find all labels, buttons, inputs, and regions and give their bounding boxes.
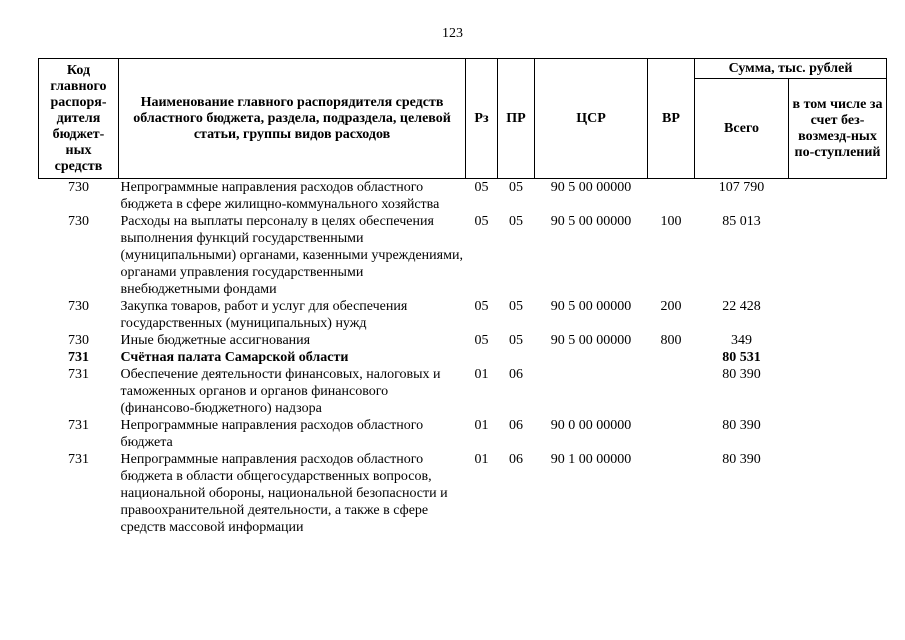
- table-row: [39, 332, 887, 349]
- page-number: 123: [442, 26, 463, 41]
- cell-total: 80 390: [722, 418, 761, 433]
- cell-code: 730: [68, 299, 89, 314]
- cell-pr: 06: [509, 452, 523, 467]
- cell-code: 731: [68, 350, 89, 365]
- cell-pr: 05: [509, 214, 523, 229]
- cell-csr: 90 1 00 00000: [550, 452, 632, 467]
- cell-name: Непрограммные направления расходов областного бюджета в области общегосударственных вопросов, национальной обороны, национальной безопасности и правоохранительной деятельности, а также в сфере средств массовой информации: [120, 452, 448, 535]
- cell-total: 349: [731, 333, 752, 348]
- cell-vr: 800: [660, 333, 682, 348]
- header-name: Наименование главного распорядителя средств областного бюджета, раздела, подраздела, целевой статьи, группы видов расходов: [119, 59, 466, 179]
- cell-gratuitous: [789, 179, 887, 214]
- cell-gratuitous: [789, 366, 887, 417]
- table-row: [39, 451, 887, 536]
- cell-rz: [466, 349, 498, 366]
- cell-total: 22 428: [722, 299, 761, 314]
- cell-rz: 05: [474, 180, 489, 195]
- cell-pr: 06: [509, 367, 523, 382]
- table-row: [39, 366, 887, 417]
- cell-rz: 01: [474, 418, 489, 433]
- cell-vr: [648, 349, 695, 366]
- cell-gratuitous: [789, 213, 887, 298]
- cell-vr: 200: [660, 299, 682, 314]
- cell-vr: [648, 366, 695, 417]
- cell-csr: [535, 349, 648, 366]
- cell-csr: 90 5 00 00000: [550, 214, 632, 229]
- cell-gratuitous: [789, 349, 887, 366]
- cell-gratuitous: [789, 451, 887, 536]
- cell-name: Счётная палата Самарской области: [120, 350, 349, 365]
- cell-code: 731: [68, 418, 89, 433]
- cell-gratuitous: [789, 298, 887, 332]
- cell-code: 730: [68, 333, 89, 348]
- table-header: [39, 59, 887, 179]
- header-vr: ВР: [648, 59, 695, 179]
- header-pr: ПР: [498, 59, 535, 179]
- budget-table: [38, 58, 887, 536]
- cell-csr: 90 5 00 00000: [550, 180, 632, 195]
- cell-gratuitous: [789, 417, 887, 451]
- cell-csr: 90 5 00 00000: [550, 299, 632, 314]
- cell-code: 731: [68, 452, 89, 467]
- table-row: [39, 349, 887, 366]
- cell-pr: 05: [509, 333, 523, 348]
- cell-total: 107 790: [718, 180, 765, 195]
- cell-pr: 06: [509, 418, 523, 433]
- cell-name: Расходы на выплаты персоналу в целях обеспечения выполнения функций государственными (муниципальными) органами, казенными учреждениями, органами управления государственными внебюджетными фондами: [120, 214, 463, 297]
- cell-total: 80 531: [722, 350, 761, 365]
- cell-vr: [648, 179, 695, 214]
- cell-rz: 01: [474, 452, 489, 467]
- cell-rz: 05: [474, 214, 489, 229]
- cell-name: Закупка товаров, работ и услуг для обеспечения государственных (муниципальных) нужд: [120, 299, 408, 331]
- cell-total: 85 013: [722, 214, 761, 229]
- table-row: [39, 213, 887, 298]
- header-csr: ЦСР: [535, 59, 648, 179]
- cell-csr: [535, 366, 648, 417]
- cell-csr: 90 5 00 00000: [550, 333, 632, 348]
- cell-rz: 05: [474, 299, 489, 314]
- cell-name: Непрограммные направления расходов областного бюджета: [120, 418, 424, 450]
- cell-code: 730: [68, 180, 89, 195]
- table-row: [39, 417, 887, 451]
- cell-total: 80 390: [722, 452, 761, 467]
- cell-name: Непрограммные направления расходов областного бюджета в сфере жилищно-коммунального хозяйства: [120, 180, 440, 212]
- cell-vr: [648, 451, 695, 536]
- cell-pr: [498, 349, 535, 366]
- header-total: Всего: [695, 79, 789, 179]
- cell-pr: 05: [509, 299, 523, 314]
- header-rz: Рз: [466, 59, 498, 179]
- cell-name: Иные бюджетные ассигнования: [120, 333, 311, 348]
- cell-name: Обеспечение деятельности финансовых, налоговых и таможенных органов и органов финансового (финансово-бюджетного) надзора: [120, 367, 441, 416]
- cell-rz: 05: [474, 333, 489, 348]
- cell-vr: 100: [660, 214, 682, 229]
- cell-gratuitous: [789, 332, 887, 349]
- header-gratuitous: в том числе за счет без-возмезд-ных по-ступлений: [789, 79, 887, 179]
- cell-total: 80 390: [722, 367, 761, 382]
- table-row: [39, 179, 887, 214]
- cell-csr: 90 0 00 00000: [550, 418, 632, 433]
- header-code: Код главного распоря-дителя бюджет-ных средств: [39, 59, 119, 179]
- table-row: [39, 298, 887, 332]
- table-body: [39, 179, 887, 537]
- header-sum: Сумма, тыс. рублей: [695, 59, 887, 79]
- cell-code: 730: [68, 214, 89, 229]
- cell-vr: [648, 417, 695, 451]
- cell-pr: 05: [509, 180, 523, 195]
- cell-rz: 01: [474, 367, 489, 382]
- cell-code: 731: [68, 367, 89, 382]
